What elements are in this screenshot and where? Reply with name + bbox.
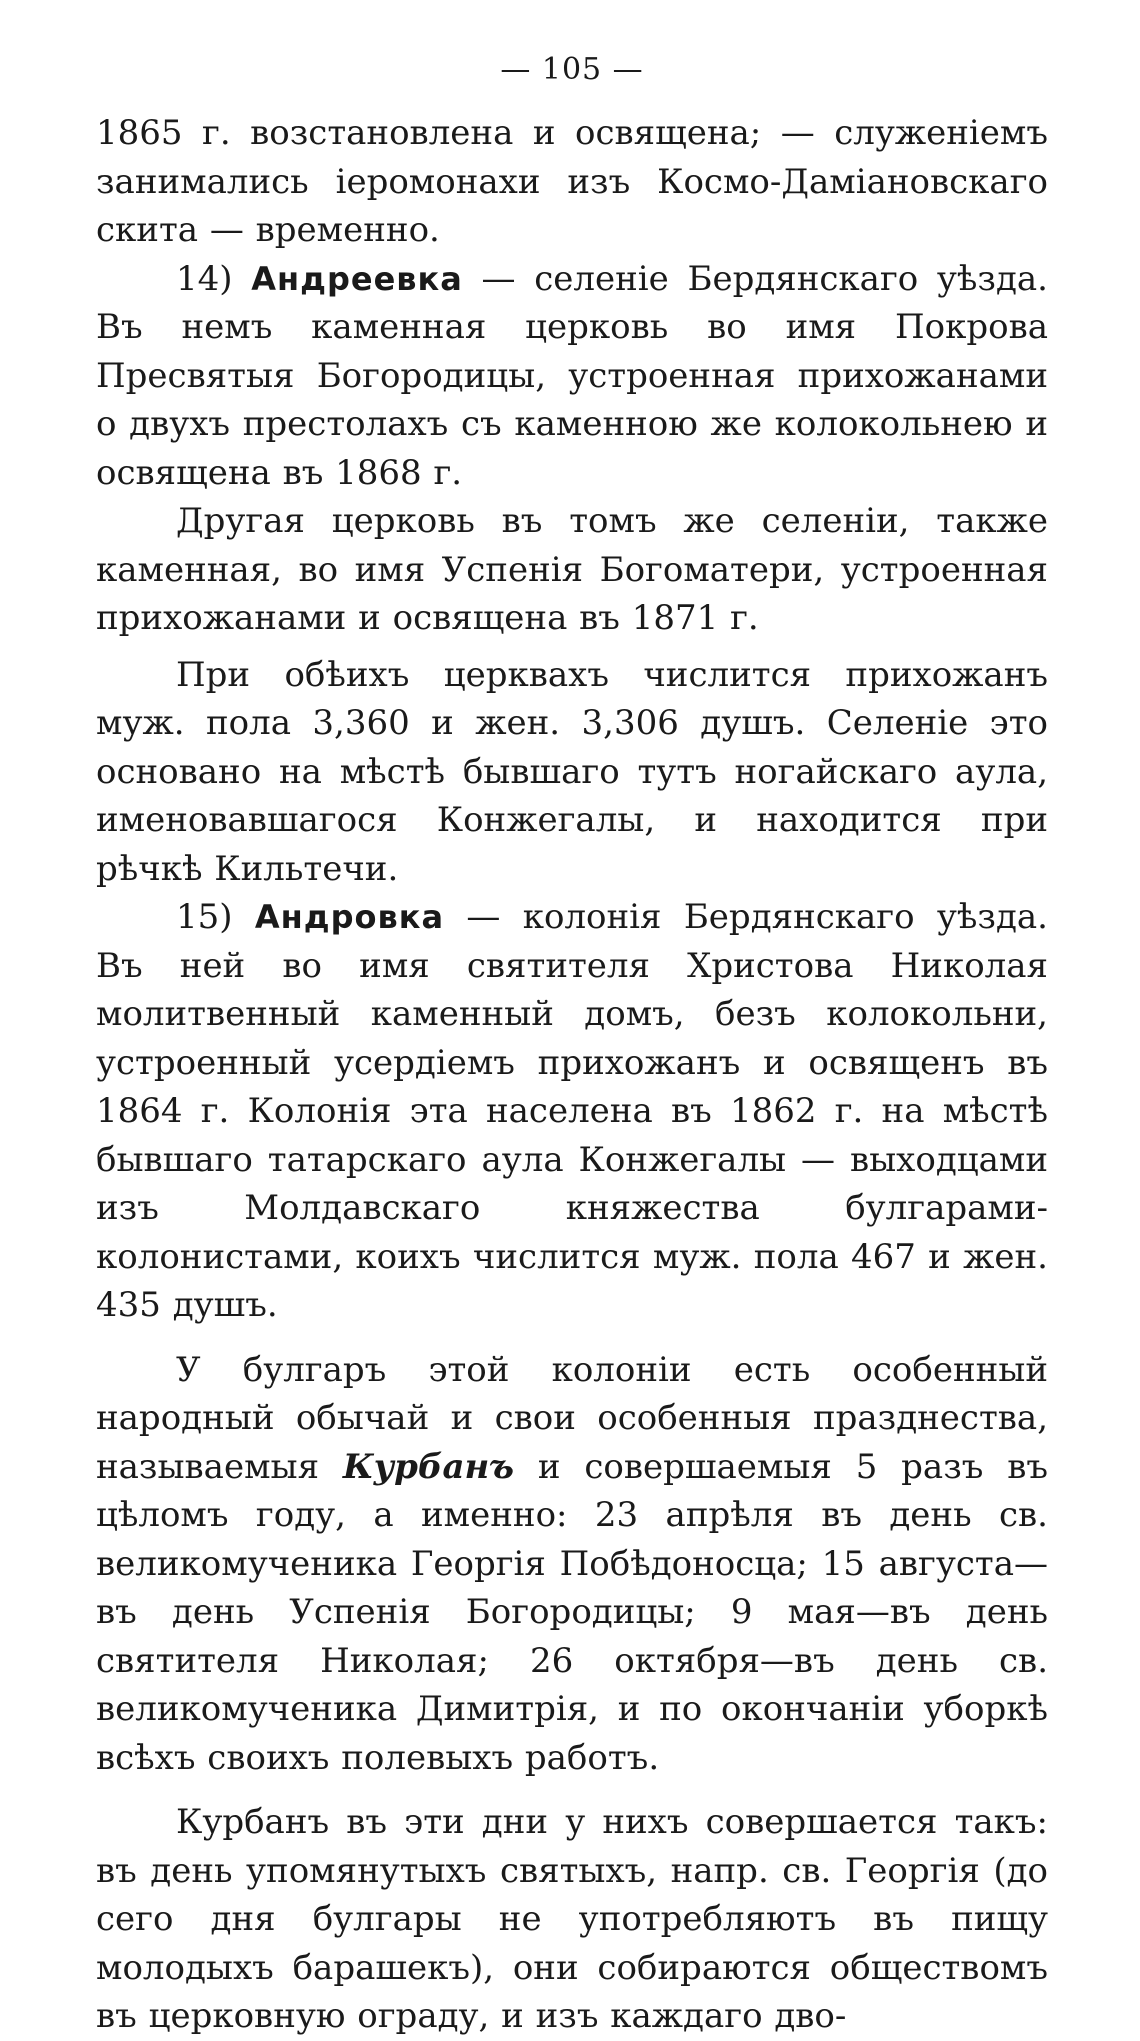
- paragraph-andreevka: [96, 255, 1048, 498]
- entry-title-androvka: Андровка: [254, 898, 445, 936]
- paragraph-bulgar-customs: [96, 1346, 1048, 1783]
- entry-number: 14): [176, 258, 233, 299]
- entry-text: — селеніе Бердянскаго уѣзда. Въ немъ каменная церковь во имя Покрова Пресвятыя Богородицы, устроенная прихожанами о двухъ престолахъ съ каменною же колокольнею и освящена въ 1868 г.: [96, 258, 1048, 493]
- entry-text: — колонія Бердянскаго уѣзда. Въ ней во имя святителя Христова Николая молитвенный каменный домъ, безъ колокольни, устроенный усердіемъ прихожанъ и освященъ въ 1864 г. Колонія эта населена въ 1862 г. на мѣстѣ бывшаго татарскаго аула Конжегалы — выходцами изъ Молдавскаго княжества булгарами-колонистами, коихъ числится муж. пола 467 и жен. 435 душъ.: [96, 897, 1048, 1325]
- entry-title-andreevka: Андреевка: [251, 259, 463, 298]
- paragraph-androvka: [96, 893, 1048, 1330]
- paragraph-kurban: Курбанъ въ эти дни у нихъ совершается такъ: въ день упомянутыхъ святыхъ, напр. св. Георгія (до сего дня булгары не употребляютъ въ пищу молодыхъ барашекъ), они собираются обществомъ въ церковную ограду, и изъ каждаго дво-: [96, 1802, 1048, 2036]
- text-run: и совершаемыя 5 разъ въ цѣломъ году, а именно: 23 апрѣля въ день св. великомученика Георгія Побѣдоносца; 15 августа—въ день Успенія Богородицы; 9 мая—въ день святителя Николая; 26 октября—въ день св. великомученика Димитрія, и по окончаніи уборкѣ всѣхъ своихъ полевыхъ работъ.: [96, 1446, 1048, 1778]
- paragraph-continuation: 1865 г. возстановлена и освящена; — служеніемъ занимались іеромонахи изъ Космо-Даміановскаго скита — временно.: [96, 113, 1048, 250]
- term-kurban: Курбанъ: [342, 1446, 515, 1487]
- paragraph-parishioners: При обѣихъ церквахъ числится прихожанъ муж. пола 3,360 и жен. 3,306 душъ. Селеніе это основано на мѣстѣ бывшаго тутъ ногайскаго аула, именовавшагося Конжегалы, и находится при рѣчкѣ Кильтечи.: [96, 654, 1048, 889]
- text-run: У булгаръ этой колоніи есть особенный народный обычай и свои особенныя празднества, называемыя: [96, 1349, 1048, 1487]
- paragraph-second-church: Другая церковь въ томъ же селеніи, также каменная, во имя Успенія Богоматери, устроенная прихожанами и освящена въ 1871 г.: [96, 501, 1048, 638]
- page-number: — 105 —: [500, 52, 644, 87]
- entry-number: 15): [176, 897, 233, 937]
